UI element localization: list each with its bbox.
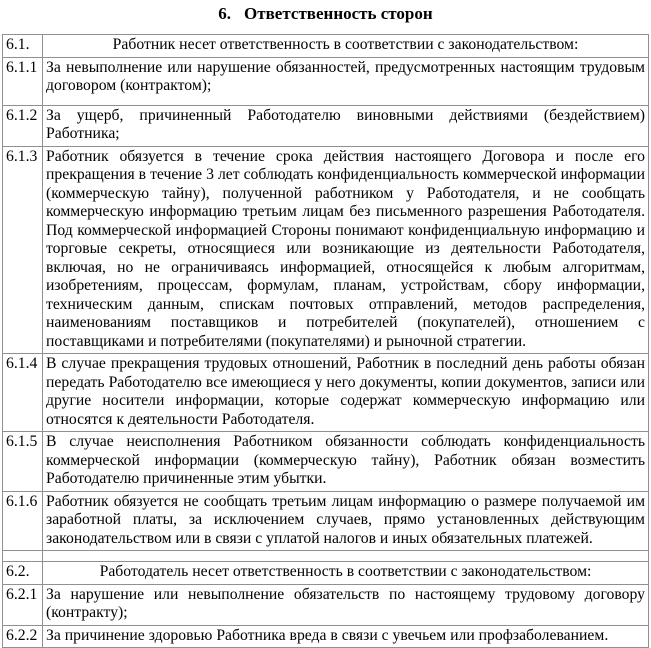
table-row-6-2-1: [3, 584, 649, 625]
clause-number: 6.1.6: [3, 491, 43, 551]
clause-number: 6.1.1: [3, 57, 43, 105]
clause-number: 6.1.4: [3, 354, 43, 432]
clause-text: За ущерб, причиненный Работодателю виновными действиями (бездействием) Работника;: [43, 105, 649, 146]
table-row-6-1-2: [3, 105, 649, 146]
table-row-6-1-1: [3, 57, 649, 105]
clause-number: 6.1.2: [3, 105, 43, 146]
clause-number: 6.2.: [3, 562, 43, 585]
clause-text: Работодатель несет ответственность в соответствии с законодательством:: [43, 562, 649, 585]
clause-number: 6.1.: [3, 35, 43, 58]
clause-number: 6.1.3: [3, 146, 43, 354]
responsibility-table: [2, 34, 649, 648]
clause-text: За причинение здоровью Работника вреда в связи с увечьем или профзаболеванием.: [43, 625, 649, 648]
table-row-6-1-5: [3, 432, 649, 492]
table-row-6-1-4: [3, 354, 649, 432]
clause-number: 6.1.5: [3, 432, 43, 492]
section-heading-text: Ответственность сторон: [244, 4, 433, 23]
table-row-6-2-2: [3, 625, 649, 648]
clause-text: Работник обязуется в течение срока действия настоящего Договора и после его прекращения в течение 3 лет соблюдать конфиденциальность коммерческой информации (коммерческую тайну), полученной работником у Работодателя, и не сообщать коммерческую информацию третьим лицам без письменного разрешения Работодателя. Под коммерческой информацией Стороны понимают конфиденциальную информацию и торговые секреты, относящиеся или возникающие из деятельности Работодателя, включая, но не ограничиваясь информацией, относящейся к любым алгоритмам, изобретениям, процессам, формулам, планам, устройствам, сбору информации, техническим данным, спискам почтовых отправлений, методов распределения, наименованиям поставщиков и потребителей (покупателей), отношением с поставщиками и потребителями (покупателями) и рыночной стратегии.: [43, 146, 649, 354]
clause-text: В случае прекращения трудовых отношений, Работник в последний день работы обязан передать Работодателю все имеющиеся у него документы, копии документов, записи или другие носители информации, которые содержат коммерческую информацию или относятся к деятельности Работодателя.: [43, 354, 649, 432]
table-row-6-1-3: [3, 146, 649, 354]
section-number: 6.: [218, 4, 232, 23]
clause-number: 6.2.2: [3, 625, 43, 648]
table-row-6-1: [3, 35, 649, 58]
table-row-6-2: [3, 562, 649, 585]
table-row-spacer: [3, 551, 649, 562]
clause-text: В случае неисполнения Работником обязанности соблюдать конфиденциальность коммерческой информации (коммерческую тайну), Работник обязан возместить Работодателю причиненные этим убытки.: [43, 432, 649, 492]
clause-text: [43, 551, 649, 562]
clause-text: Работник обязуется не сообщать третьим лицам информацию о размере получаемой им заработной платы, за исключением случаев, прямо установленных действующим законодательством или в связи с уплатой налогов и иных обязательных платежей.: [43, 491, 649, 551]
clause-number: 6.2.1: [3, 584, 43, 625]
table-row-6-1-6: [3, 491, 649, 551]
section-heading: [0, 0, 651, 24]
clause-text: Работник несет ответственность в соответствии с законодательством:: [43, 35, 649, 58]
clause-number: [3, 551, 43, 562]
clause-text: За нарушение или невыполнение обязательств по настоящему трудовому договору (контракту);: [43, 584, 649, 625]
clause-text: За невыполнение или нарушение обязанностей, предусмотренных настоящим трудовым договором (контрактом);: [43, 57, 649, 105]
